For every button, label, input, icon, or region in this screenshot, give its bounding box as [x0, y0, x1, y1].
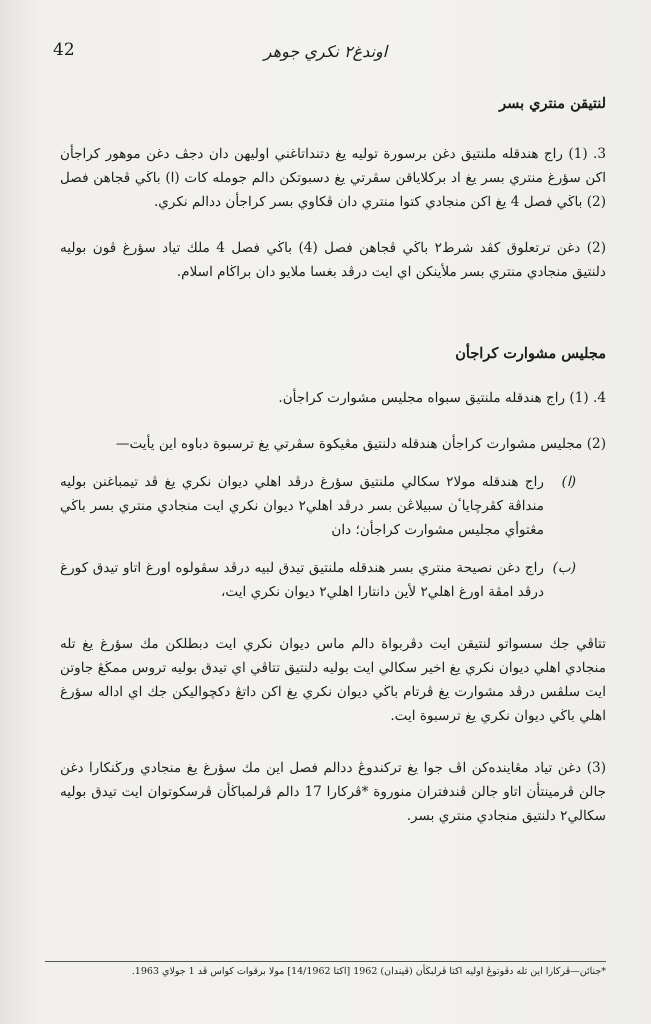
clause-4-1: 4. (1) راج هندقله ملنتيق سبواه مجليس مشوارت كراجأن.: [278, 390, 606, 406]
section-title-state-council: مجليس مشوارت كراجأن: [455, 345, 606, 362]
clause-4-3: (3) دغن تياد مڠاينده‌كن اڤ جوا يغ تركندوڠ ددالم فصل اين مك سؤرغ يغ منجادي ورڬنكارا دغن جالن ڤرمينتأن اتاو جالن ڤندفتران منوروة *ڤركارا 17 دالم ڤرلمباڬأن ڤرسكوتوان ايت تيدق بوليه سكالي٢ دلنتيق منجادي منتري بسر.: [60, 760, 606, 824]
running-head: اوندغ٢ نكري جوهر: [263, 42, 388, 61]
clause-3-2: (2) دغن ترتعلوق كڤد شرط٢ باڬي ڤجاهن فصل (4) باڬي فصل 4 ملك تياد سؤرغ ڤون بوليه دلنتيق منجادي منتري بسر ملأينكن اي ايت درڤد بغسا ملايو دان براڬام اسلام.: [60, 240, 607, 280]
page-number: 42: [53, 40, 75, 60]
subclause-b-label: (ب): [552, 560, 576, 576]
subclause-a-label: (ا): [561, 474, 576, 490]
footnote-divider: [45, 961, 606, 962]
clause-4-2: (2) مجليس مشوارت كراجأن هندقله دلنتيق مڠيكوة سڤرتي يغ ترسبوة دباوه اين يأيت—: [115, 436, 606, 452]
subclause-a: [60, 470, 606, 542]
subclause-b: [60, 556, 606, 604]
proviso-paragraph: تتاڤي جك سسواتو لنتيقن ايت دڤربواة دالم ماس ديوان نكري ايت دبطلكن مك سؤرغ يغ تله منجادي اهلي ديوان نكري يغ اخير سكالي ايت بوليه دلنتيق تتاڤي اي تيدق بوليه تروس ممڬڠ جاوتن ايت سلڤس درڤد مشوارت يغ ڤرتام باڬي ديوان نكري يغ اكن داتڠ دكچواليكن جك اي اداله سؤرغ اهلي باڬي ديوان نكري يغ ترسبوة ايت.: [60, 636, 606, 724]
subclause-a-text: راج هندقله مولا٢ سكالي ملنتيق سؤرغ درڤد اهلي ديوان نكري يغ ڤد تيمباغنن بوليه منداڤة كڤرچاياٴن سبيلاڠن بسر درڤد اهلي٢ ديوان نكري ايت منجادي منتري بسر باڬي مڠتوأي مجليس مشوارت كراجأن؛ دان: [60, 474, 545, 538]
clause-3-1: 3. (1) راج هندقله ملنتيق دغن برسورة توليه يغ دتنداتاغني اوليهن دان دجڤ دغن موهور كراجأن اكن سؤرغ منتري بسر يغ اد بركلاياقن سڤرتي يغ دسبوتكن دالم جومله كات (ا) باڬي ڤجاهن فصل (2) باڬي فصل 4 يغ اكن منجادي كتوا منتري دان ڤكاوي بسر كراجأن ددالم نكري.: [60, 146, 606, 210]
document-body: [60, 92, 606, 828]
subclause-b-text: راج دغن نصيحة منتري بسر هندقله ملنتيق تيدق لبيه درڤد سڤولوه اورغ اتاو تيدق كورغ درڤد امڤة اورغ اهلي٢ لأين دانتارا اهلي٢ ديوان نكري ايت،: [60, 560, 544, 600]
footnote: *جنائن—ڤركارا اين تله دڤوتوڠ اوليه اكتا ڤرلبڬأن (ڤيندان) 1962 [اكتا 14/1962] مولا برقوات كواس ڤد 1 جولاي 1963.: [131, 966, 606, 977]
section-title-chief-minister: لنتيقن منتري بسر: [499, 95, 606, 112]
page-header: [45, 40, 606, 70]
